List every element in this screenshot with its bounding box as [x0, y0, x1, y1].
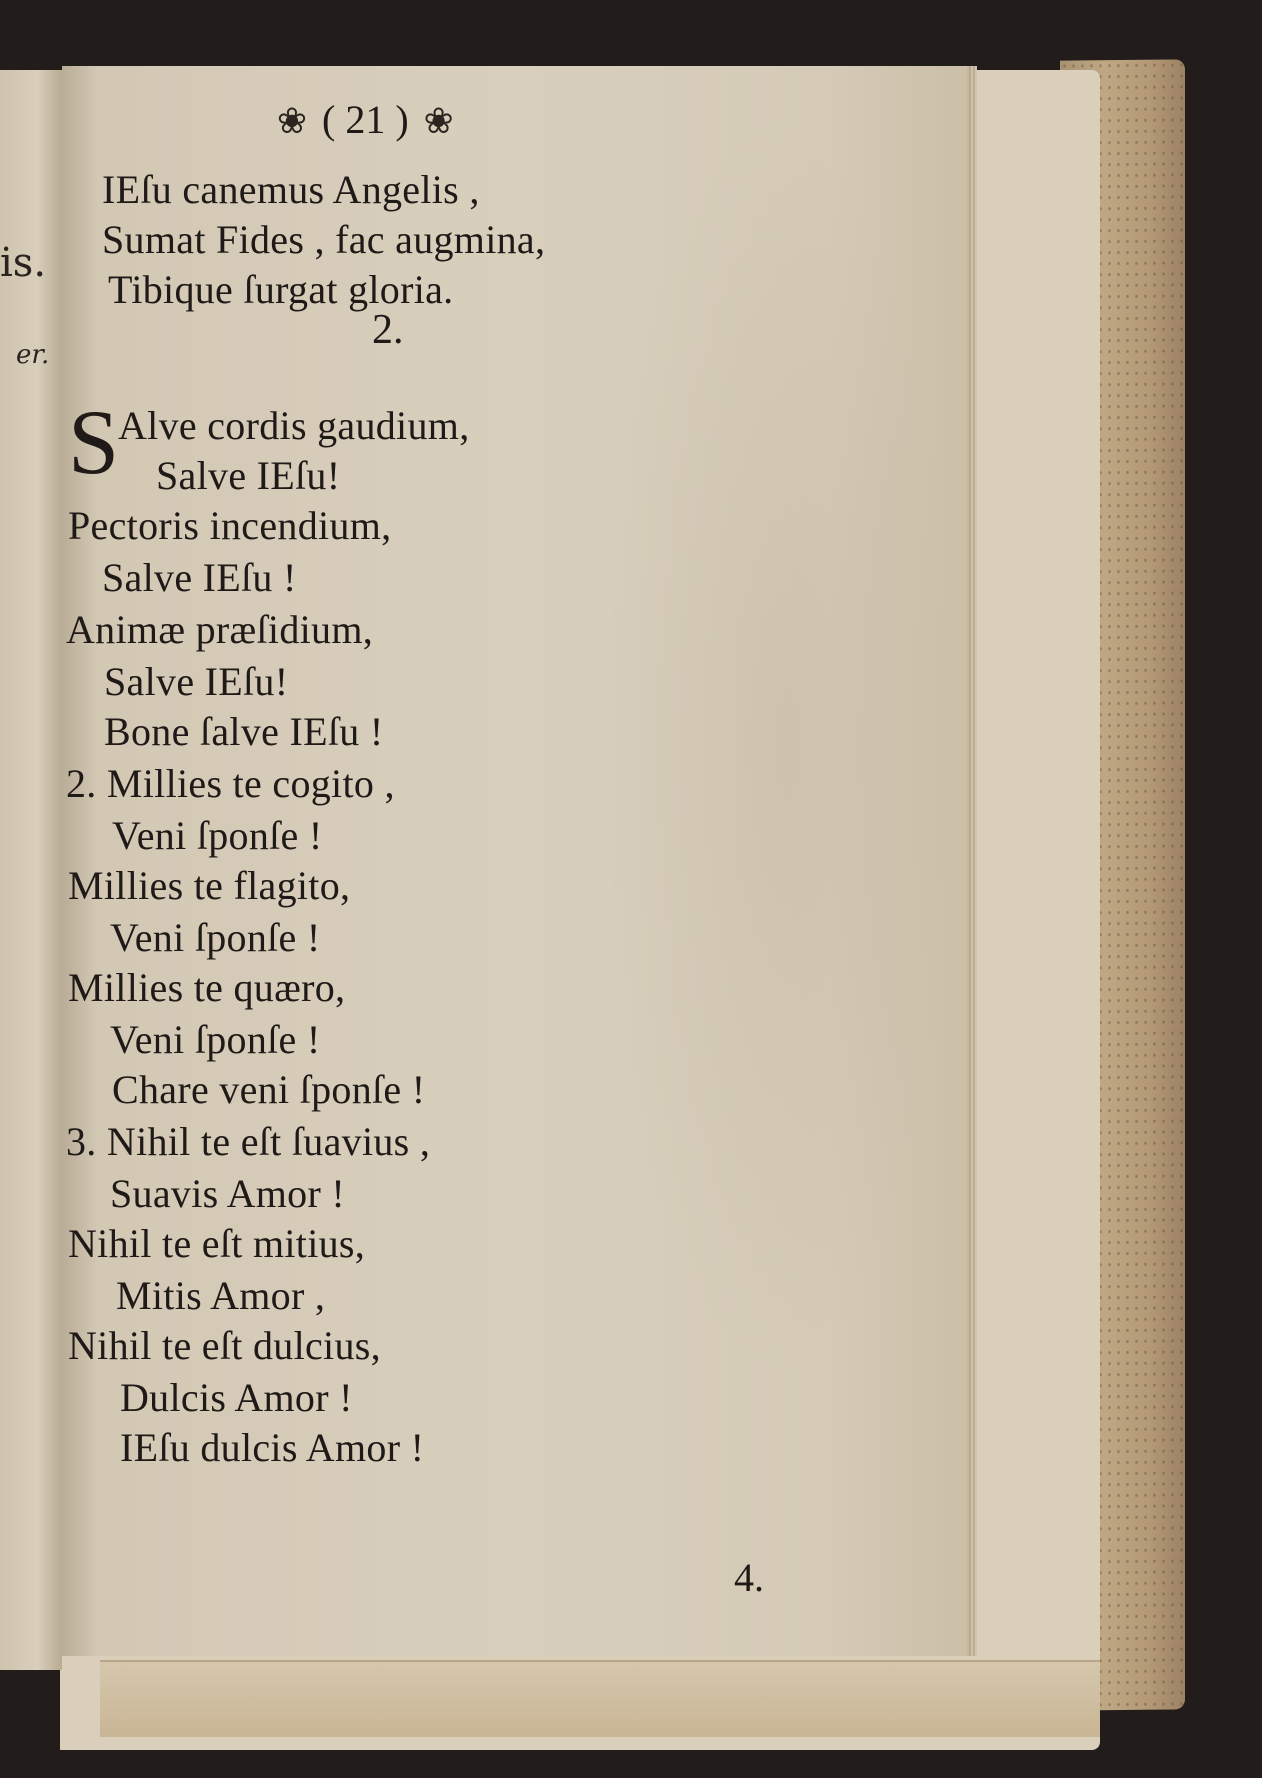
ornament-icon: ❀: [423, 101, 454, 141]
hymn-line: Veni ſponſe !: [112, 813, 323, 858]
left-page-edge: [0, 70, 62, 1670]
hymn-line: Pectoris incendium,: [68, 503, 392, 548]
verse-line: Sumat Fides , fac augmina,: [102, 217, 546, 262]
hymn-line: Dulcis Amor !: [120, 1375, 353, 1420]
hymn-line: Millies te flagito,: [68, 863, 351, 908]
left-page-fragment: er.: [16, 340, 50, 370]
ornament-icon: ❀: [276, 101, 308, 141]
hymn-line: Veni ſponſe !: [110, 915, 321, 960]
hymn-line: Veni ſponſe !: [110, 1017, 321, 1062]
verse-line: Tibique ſurgat gloria.: [108, 267, 454, 312]
hymn-line: Nihil te eſt mitius,: [68, 1221, 366, 1266]
hymn-line: Salve IEſu!: [104, 659, 289, 704]
bottom-edge: [100, 1660, 1100, 1737]
right-page: [62, 66, 967, 1656]
hymn-line: Millies te quæro,: [68, 965, 346, 1010]
drop-cap: S: [68, 391, 120, 493]
hymn-line: Salve IEſu!: [156, 453, 341, 498]
hymn-line: IEſu dulcis Amor !: [120, 1425, 425, 1470]
hymn-line: Suavis Amor !: [110, 1171, 346, 1216]
left-page-fragment: is.: [0, 240, 47, 286]
page-number: ( 21 ): [322, 97, 409, 142]
hymn-line: Alve cordis gaudium,: [118, 403, 470, 448]
section-number: 2.: [372, 307, 404, 353]
catchword: 4.: [734, 1555, 764, 1600]
hymn-line: 2. Millies te cogito ,: [66, 761, 395, 806]
hymn-line: Chare veni ſponſe !: [112, 1067, 426, 1112]
hymn-line: Salve IEſu !: [102, 555, 297, 600]
hymn-line: Nihil te eſt dulcius,: [68, 1323, 381, 1368]
verse-line: IEſu canemus Angelis ,: [102, 167, 480, 212]
hymn-line: Bone ſalve IEſu !: [104, 709, 384, 754]
page-text: [62, 66, 967, 1656]
running-header: [272, 96, 459, 143]
hymn-line: Mitis Amor ,: [116, 1273, 326, 1318]
hymn-line: Animæ præſidium,: [66, 607, 374, 652]
hymn-line: 3. Nihil te eſt ſuavius ,: [66, 1119, 431, 1164]
